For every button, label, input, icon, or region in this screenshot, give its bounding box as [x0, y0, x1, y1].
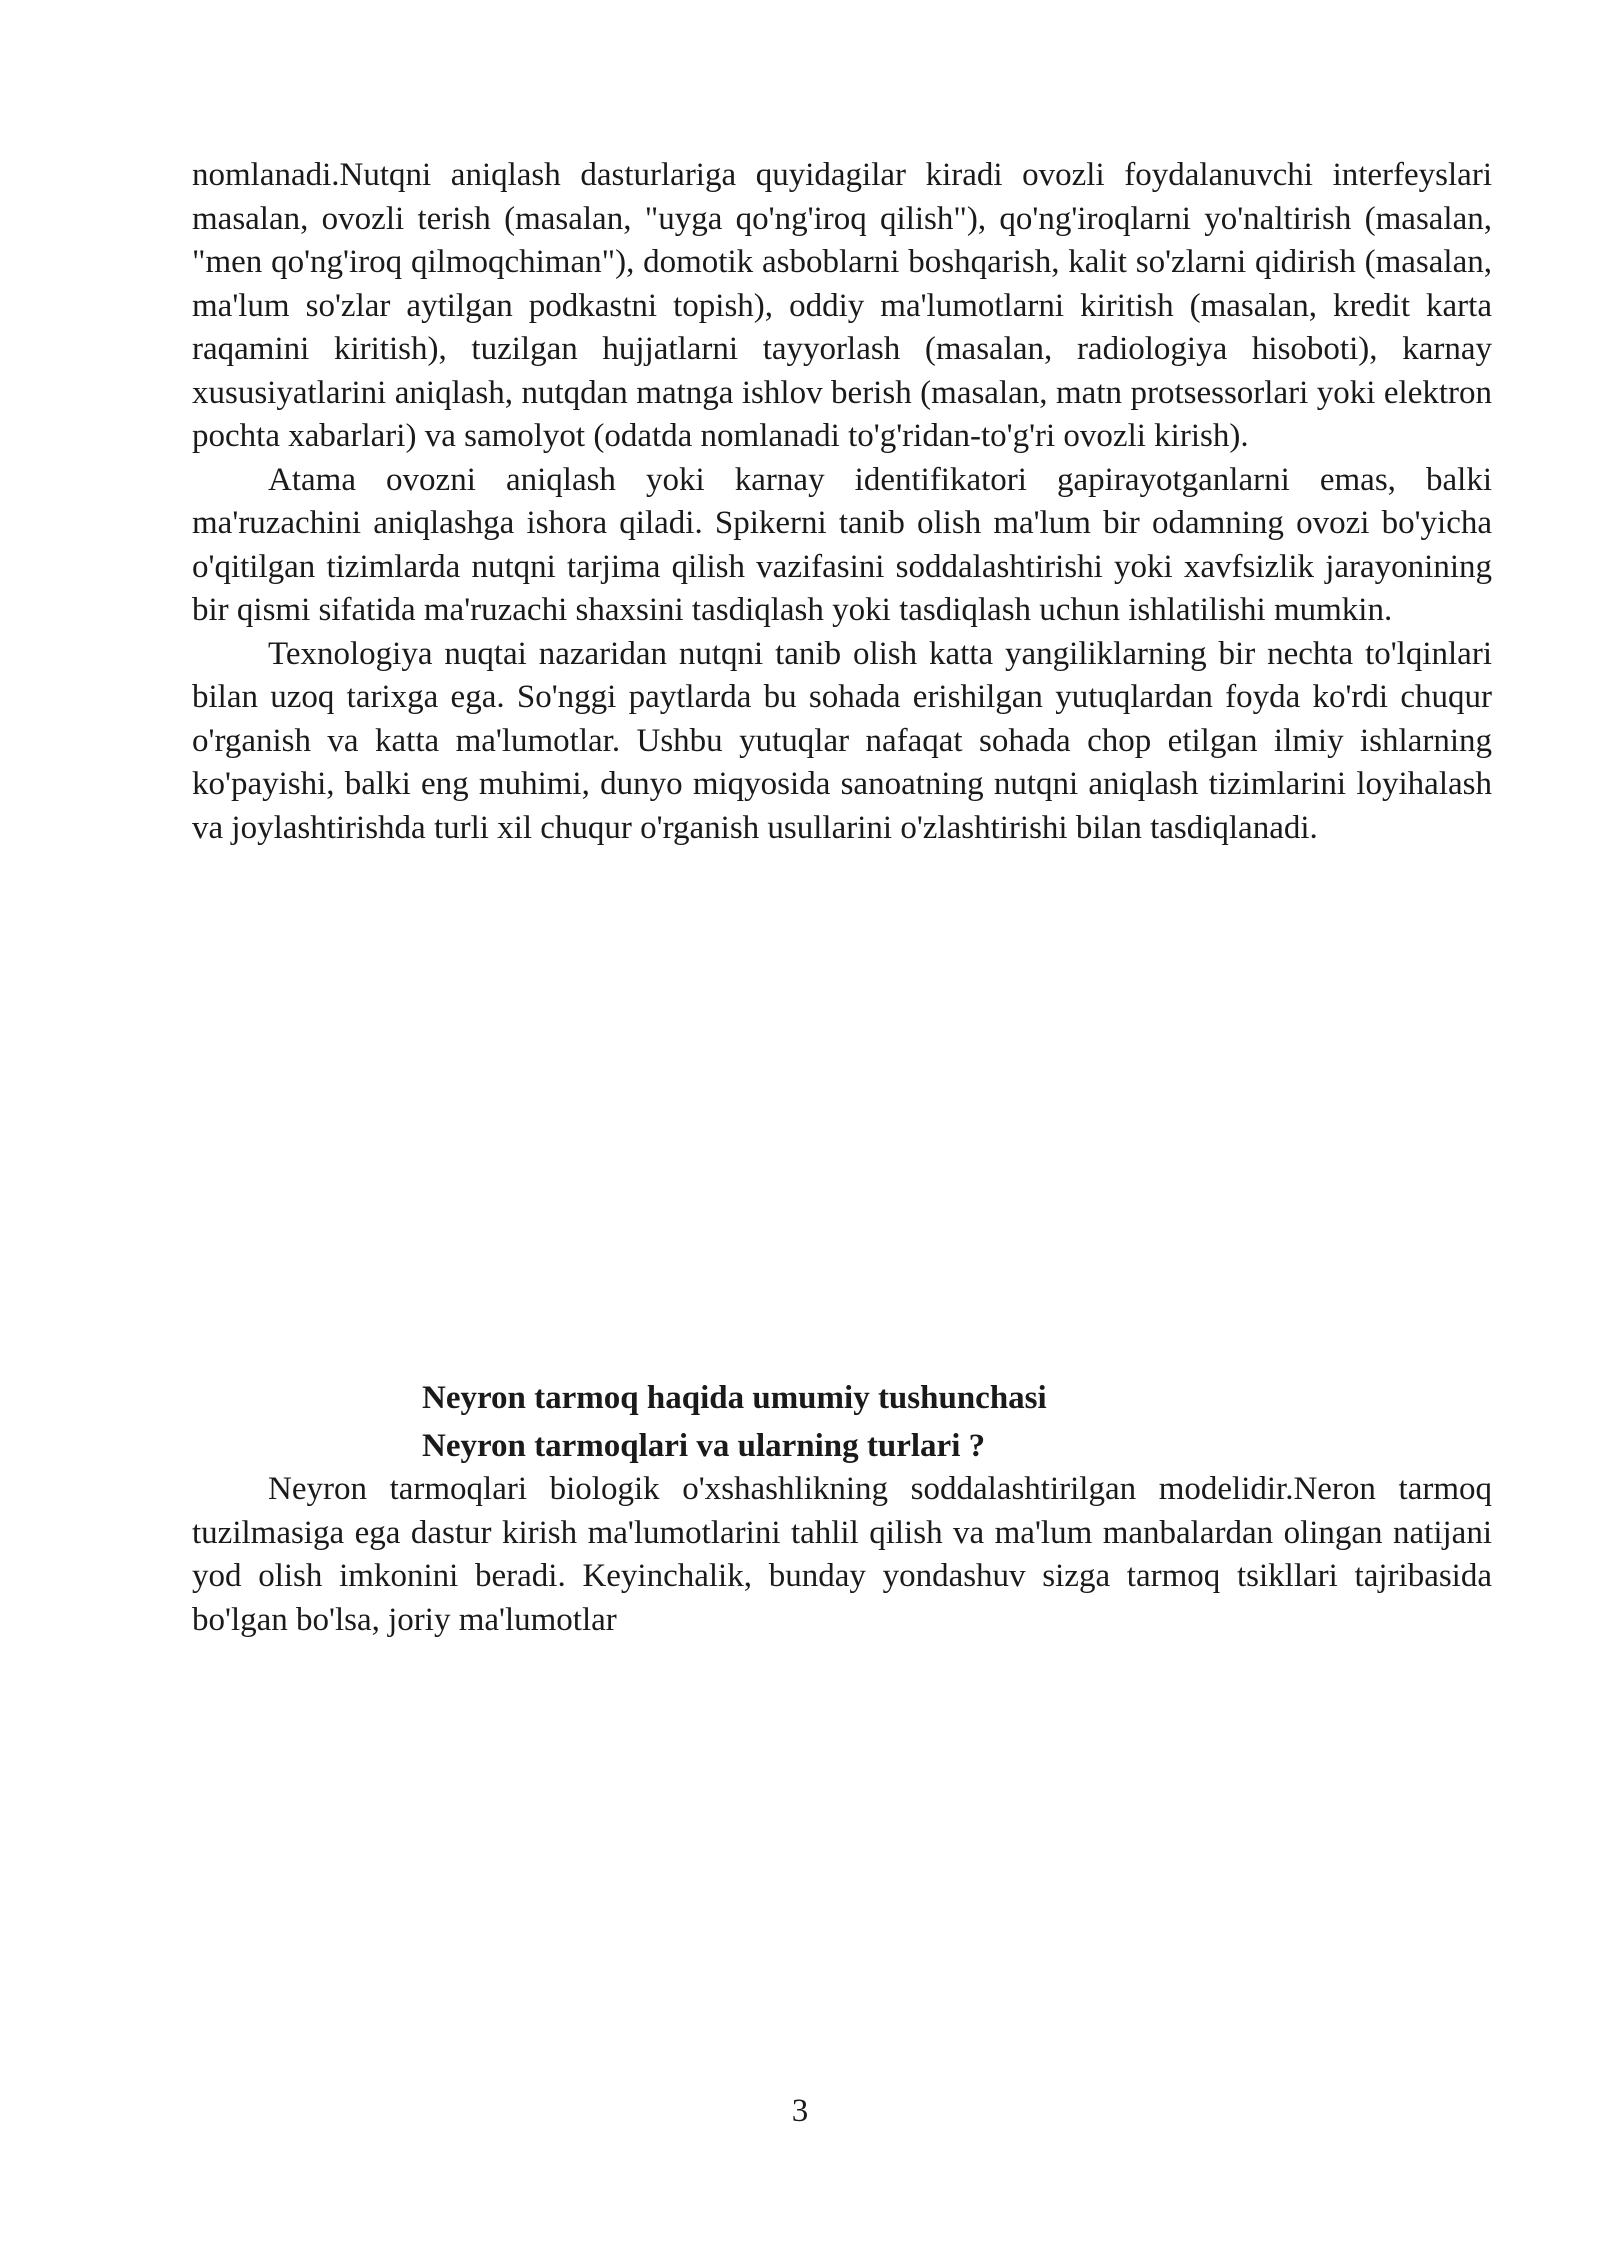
- page-number: 3: [791, 2093, 809, 2129]
- paragraph-technology-history: Texnologiya nuqtai nazaridan nutqni tanib olish katta yangiliklarning bir nechta to'lqinlari bilan uzoq tarixga ega. So'nggi paytlarda bu sohada erishilgan yutuqlardan foyda ko'rdi chuqur o'rganish va katta ma'lumotlar. Ushbu yutuqlar nafaqat sohada chop etilgan ilmiy ishlarning ko'payishi, balki eng muhimi, dunyo miqyosida sanoatning nutqni aniqlash tizimlarini loyihalash va joylashtirishda turli xil chuqur o'rganish usullarini o'zlashtirishi bilan tasdiqlanadi.: [192, 635, 1492, 846]
- body-text-bottom: [192, 1468, 1492, 1642]
- paragraph-speaker-identification: Atama ovozni aniqlash yoki karnay identifikatori gapirayotganlarni emas, balki ma'ruzachini aniqlashga ishora qiladi. Spikerni tanib olish ma'lum bir odamning ovozi bo'yicha o'qitilgan tizimlarda nutqni tarjima qilish vazifasini soddalashtirishi yoki xavfsizlik jarayonining bir qismi sifatida ma'ruzachi shaxsini tasdiqlash yoki tasdiqlash uchun ishlatilishi mumkin.: [192, 461, 1492, 628]
- body-text-top: [192, 154, 1492, 850]
- section-heading-neural-network-types: Neyron tarmoqlari va ularning turlari ?: [422, 1428, 986, 1464]
- paragraph-neural-network-intro: Neyron tarmoqlari biologik o'xshashlikning soddalashtirilgan modelidir.Neron tarmoq tuzilmasiga ega dastur kirish ma'lumotlarini tahlil qilish va ma'lum manbalardan olingan natijani yod olish imkonini beradi. Keyinchalik, bunday yondashuv sizga tarmoq tsikllari tajribasida bo'lgan bo'lsa, joriy ma'lumotlar: [192, 1471, 1492, 1638]
- paragraph-speech-recognition-apps: nomlanadi.Nutqni aniqlash dasturlariga quyidagilar kiradi ovozli foydalanuvchi interfeyslari masalan, ovozli terish (masalan, "uyga qo'ng'iroq qilish"), qo'ng'iroqlarni yo'naltirish (masalan, "men qo'ng'iroq qilmoqchiman"), domotik asboblarni boshqarish, kalit so'zlarni qidirish (masalan, ma'lum so'zlar aytilgan podkastni topish), oddiy ma'lumotlarni kiritish (masalan, kredit karta raqamini kiritish), tuzilgan hujjatlarni tayyorlash (masalan, radiologiya hisoboti), karnay xususiyatlarini aniqlash, nutqdan matnga ishlov berish (masalan, matn protsessorlari yoki elektron pochta xabarlari) va samolyot (odatda nomlanadi to'g'ridan-to'g'ri ovozli kirish).: [192, 157, 1492, 454]
- section-heading-neural-network-overview: Neyron tarmoq haqida umumiy tushunchasi: [422, 1380, 1047, 1416]
